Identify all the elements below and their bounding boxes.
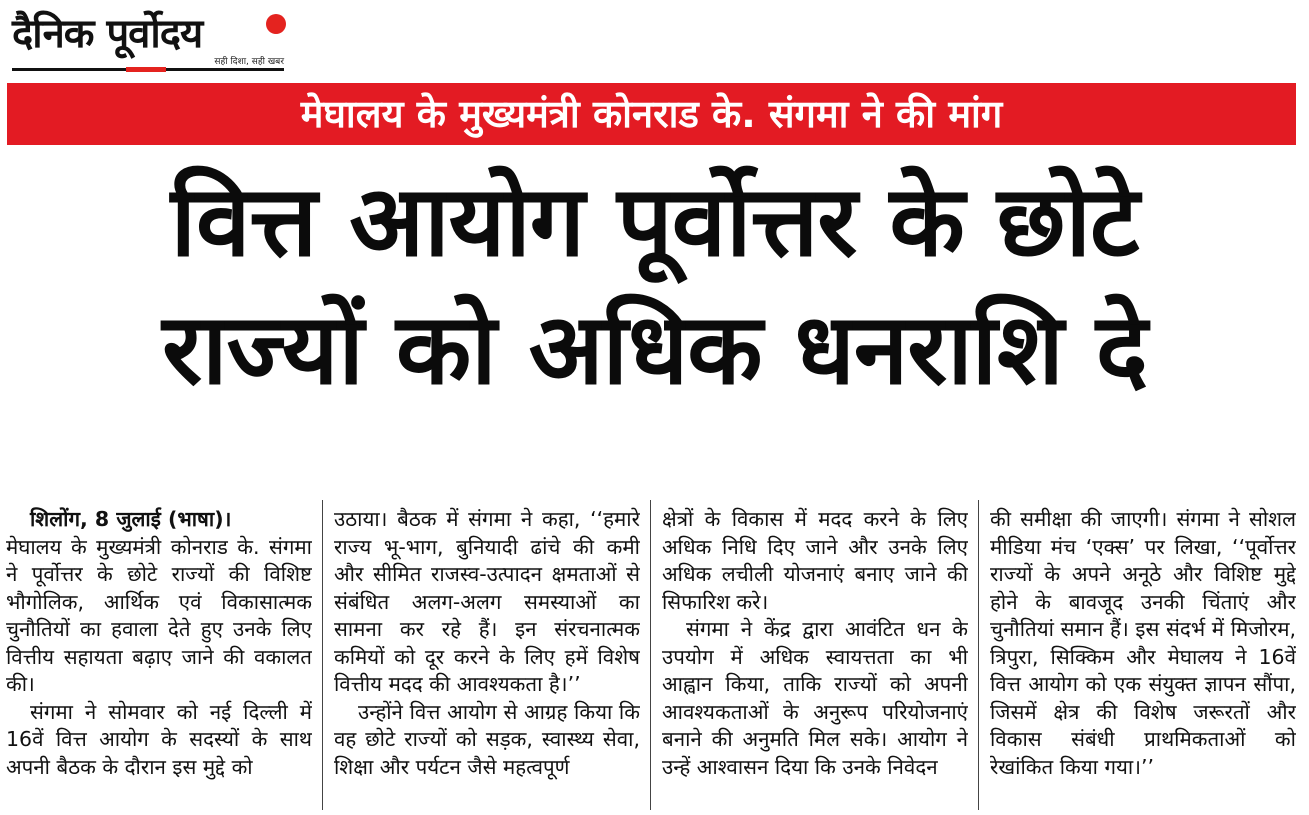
paragraph: उन्होंने वित्त आयोग से आग्रह किया कि वह छोटे राज्यों को सड़क, स्वास्थ्य सेवा, शिक्षा और पर्यटन जैसे महत्वपूर्ण [334, 699, 640, 779]
logo-dot-icon [266, 14, 286, 34]
headline-line-1: वित्त आयोग पूर्वोत्तर के छोटे [170, 165, 1139, 279]
headline-line-2: राज्यों को अधिक धनराशि दे [162, 293, 1147, 407]
masthead [12, 4, 284, 72]
article-column-3 [662, 506, 968, 811]
paragraph: मेघालय के मुख्यमंत्री कोनराड के. संगमा ने पूर्वोत्तर के छोटे राज्यों की विशिष्ट भौगोलिक, आर्थिक एवं विकासात्मक चुनौतियों का हवाला देते हुए उनके लिए वित्तीय सहायता बढ़ाए जाने की वकालत की। [6, 534, 312, 696]
paragraph: संगमा ने सोमवार को नई दिल्ली में 16वें वित्त आयोग के सदस्यों के साथ अपनी बैठक के दौरान इस मुद्दे को [6, 699, 312, 779]
article-column-4 [990, 506, 1296, 811]
article-column-1 [6, 506, 312, 811]
paragraph: की समीक्षा की जाएगी। संगमा ने सोशल मीडिया मंच ‘एक्स’ पर लिखा, ‘‘पूर्वोत्तर राज्यों के अपने अनूठे और विशिष्ट मुद्दे होने के बावजूद उनकी चिंताएं और चुनौतियां समान हैं। इस संदर्भ में मिजोरम, त्रिपुरा, सिक्किम और मेघालय ने 16वें वित्त आयोग को एक संयुक्त ज्ञापन सौंपा, जिसमें क्षेत्र की विशेष जरूरतों और विकास संबंधी प्राथमिकताओं को रेखांकित किया गया।’’ [990, 507, 1296, 779]
newspaper-logo: दैनिक पूर्वोदय [12, 11, 203, 57]
paragraph: क्षेत्रों के विकास में मदद करने के लिए अधिक निधि दिए जाने और उनके लिए अधिक लचीली योजनाएं बनाए जाने की सिफारिश करे। [662, 507, 968, 614]
masthead-accent [126, 67, 166, 72]
column-divider [322, 500, 323, 810]
column-divider [978, 500, 979, 810]
tagline: सही दिशा, सही खबर [214, 57, 284, 67]
paragraph: संगमा ने केंद्र द्वारा आवंटित धन के उपयोग में अधिक स्वायत्तता का भी आह्वान किया, ताकि राज्यों को अपनी आवश्यकताओं के अनुरूप परियोजनाएं बनाने की अनुमति मिल सके। आयोग ने उन्हें आश्वासन दिया कि उनके निवेदन [662, 617, 968, 779]
headline [0, 158, 1309, 414]
article-column-2 [334, 506, 640, 811]
dateline: शिलोंग, 8 जुलाई (भाषा)। [30, 507, 232, 531]
kicker-banner: मेघालय के मुख्यमंत्री कोनराड के. संगमा ने की मांग [7, 83, 1296, 145]
column-divider [650, 500, 651, 810]
article-body [0, 490, 1309, 815]
paragraph: उठाया। बैठक में संगमा ने कहा, ‘‘हमारे राज्य भू-भाग, बुनियादी ढांचे की कमी और सीमित राजस्व-उत्पादन क्षमताओं से संबंधित अलग-अलग समस्याओं का सामना कर रहे हैं। इन संरचनात्मक कमियों को दूर करने के लिए हमें विशेष वित्तीय मदद की आवश्यकता है।’’ [334, 507, 640, 696]
